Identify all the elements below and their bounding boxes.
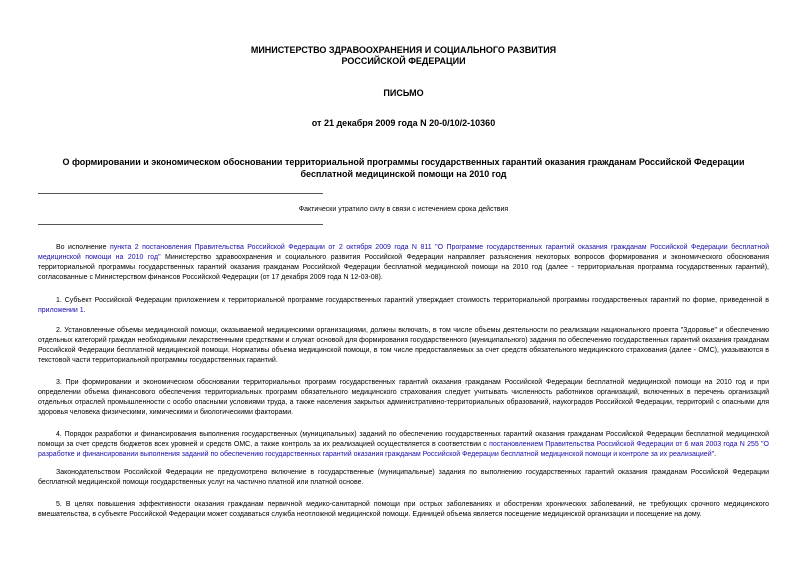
link-decree-255[interactable]: постановлением Правительства Российской Федерации от 6 мая 2003 года N 255 "О разработке и финансировании выполнения заданий по обеспечению государственных гарантий оказания гражданам Российской Федерации бесплатной медицинской помощи и контроле за их реализацией" [38,441,769,458]
document-type: ПИСЬМО [383,88,424,98]
paragraph-text: 1. Субъект Российской Федерации приложением к территориальной программе государственных гарантий утверждает стоимость территориальной программы государственных гарантий по форме, приведенной в [56,297,769,304]
paragraph-3 [38,378,769,418]
paragraph-text: 3. При формировании и экономическом обосновании территориальных программ государственных гарантий оказания гражданам Российской Федерации бесплатной медицинской помощи на 2010 год и при определении объема финансового обеспечения территориальных программ обязательного медицинского страхования следует учитывать численность работников организаций, включенных в перечень организаций отдельных отраслей промышленности с особо опасными условиями труда, а также населения закрытых административно-территориальных образований, наукоградов Российской Федерации, территорий с опасными для здоровья человека физическими, химическими и биологическими факторами. [38,379,769,416]
paragraph-5 [38,500,769,520]
paragraph-intro [38,243,769,283]
paragraph-text: Законодательством Российской Федерации не предусмотрено включение в государственные (муниципальные) задания по выполнению государственных гарантий оказания гражданам Российской Федерации бесплатной медицинской помощи государственных услуг на частично платной или платной основе. [38,469,769,486]
paragraph-4-note [38,468,769,488]
divider-top [38,193,323,194]
paragraph-text: Во исполнение [56,244,110,251]
document-title: О формировании и экономическом обосновании территориальной программы государственных гарантий оказания гражданам Российской Федерации бесплатной медицинской помощи на 2010 год [62,157,745,179]
paragraph-text: 2. Установленные объемы медицинской помощи, оказываемой медицинскими организациями, должны включать, в том числе объемы деятельности по реализации национального проекта "Здоровье" и обеспечению отдельных категорий граждан необходимыми лекарственными средствами и служат основой для формирования государственного (муниципального) задания по обеспечению государственных гарантий оказания гражданам Российской Федерации бесплатной медицинской помощи. Нормативы объема медицинской помощи, в том числе предоставляемых за счет средств обязательного медицинского страхования (далее - ОМС), указываются в текстовой части территориальной программы государственных гарантий. [38,327,769,364]
paragraph-text: Министерство здравоохранения и социального развития Российской Федерации направляет разъяснения некоторых вопросов формирования и экономического обоснования территориальной программы государственных гарантий оказания гражданам Российской Федерации бесплатной медицинской помощи на 2010 год (далее - территориальная программа государственных гарантий), согласованные с Министерством финансов Российской Федерации (от 17 декабря 2009 года N 12-03-08). [38,254,769,281]
paragraph-1 [38,296,769,316]
ministry-header [38,45,769,67]
link-decree-811[interactable]: пункта 2 постановления Правительства Российской Федерации от 2 октября 2009 года N 811 "О Программе государственных гарантий оказания гражданам Российской Федерации бесплатной медицинской помощи на 2010 год" [38,244,769,261]
ministry-line-1: МИНИСТЕРСТВО ЗДРАВООХРАНЕНИЯ И СОЦИАЛЬНОГО РАЗВИТИЯ [250,45,557,55]
divider-bottom [38,224,323,225]
paragraph-text: . [714,451,717,458]
document-status-note: Фактически утратило силу в связи с истечением срока действия [298,206,509,213]
ministry-line-2: РОССИЙСКОЙ ФЕДЕРАЦИИ [341,56,466,66]
paragraph-4 [38,430,769,460]
paragraph-text: . [83,307,86,314]
link-appendix-1[interactable]: приложении 1 [38,307,84,314]
paragraph-text: 4. Порядок разработки и финансирования выполнения государственных (муниципальных) заданий по обеспечению государственных гарантий оказания гражданам Российской Федерации бесплатной медицинской помощи за счет средств бюджетов всех уровней и средств ОМС, а также контроль за их реализацией осуществляется в соответствии с [38,431,769,448]
document-date-number: от 21 декабря 2009 года N 20-0/10/2-10360 [311,118,496,128]
paragraph-2 [38,326,769,366]
paragraph-text: 5. В целях повышения эффективности оказания гражданам первичной медико-санитарной помощи при острых заболеваниях и обострении хронических заболеваний, не требующих срочного медицинского вмешательства, в субъекте Российской Федерации может создаваться служба неотложной медицинской помощи. Единицей объема является посещение медицинской организации и посещение на дому. [38,501,769,518]
